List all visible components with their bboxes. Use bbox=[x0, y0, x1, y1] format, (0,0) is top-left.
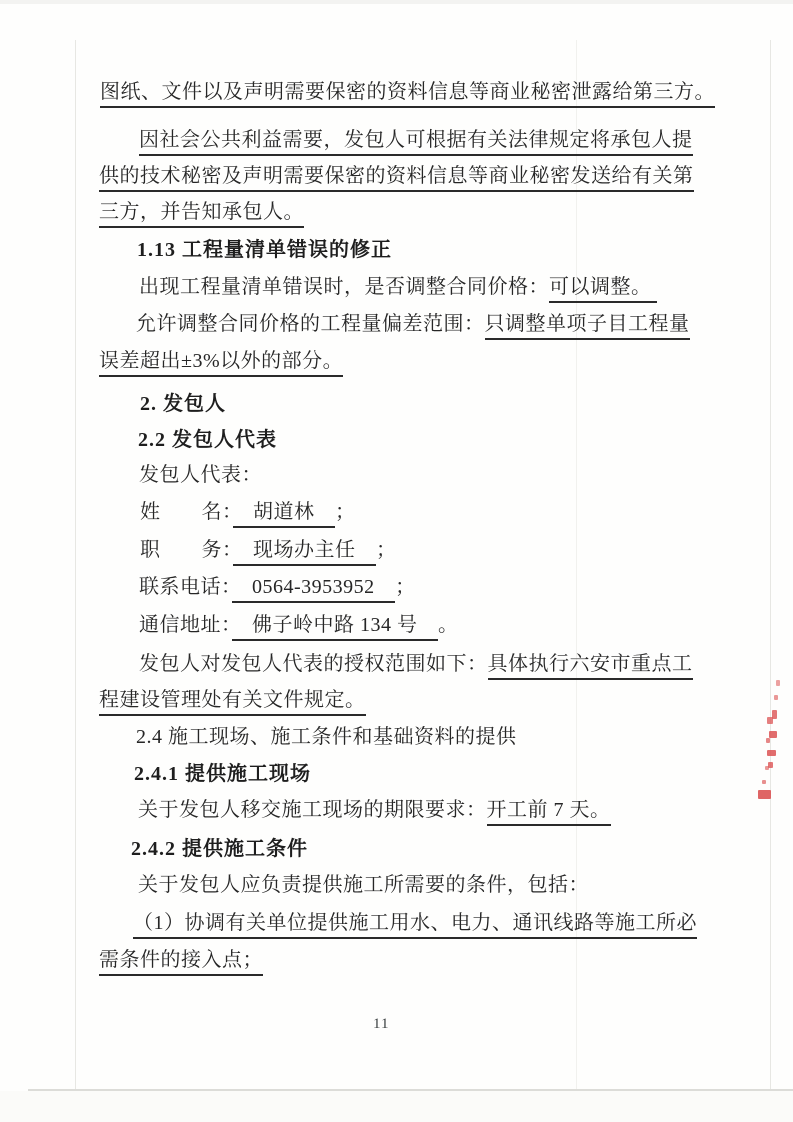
text-segment: 允许调整合同价格的工程量偏差范围： bbox=[136, 313, 485, 335]
filled-in-value: 只调整单项子目工程量 bbox=[485, 313, 690, 340]
text-line bbox=[139, 462, 262, 489]
text-line bbox=[136, 724, 517, 751]
text-segment: 。 bbox=[438, 614, 459, 636]
text-line bbox=[140, 537, 397, 564]
text-segment: 2. 发包人 bbox=[140, 393, 226, 415]
section-heading bbox=[138, 427, 277, 454]
filled-in-value: 开工前 7 天。 bbox=[487, 799, 611, 826]
filled-in-value: 三方，并告知承包人。 bbox=[99, 201, 304, 228]
red-stamp-fragment bbox=[774, 695, 778, 700]
text-line bbox=[100, 79, 715, 106]
red-stamp-fragment bbox=[776, 680, 780, 686]
text-line bbox=[139, 127, 693, 154]
scan-line-right bbox=[770, 40, 771, 1091]
scan-edge-top bbox=[0, 0, 793, 4]
red-stamp-fragment bbox=[765, 766, 769, 770]
text-line bbox=[99, 348, 343, 375]
text-line bbox=[138, 872, 589, 899]
text-line bbox=[99, 163, 694, 190]
text-segment: 发包人对发包人代表的授权范围如下： bbox=[139, 653, 488, 675]
filled-in-value: 胡道林 bbox=[233, 501, 336, 528]
text-segment: 关于发包人应负责提供施工所需要的条件，包括： bbox=[138, 874, 589, 896]
scan-line-left bbox=[75, 40, 76, 1091]
red-stamp-fragment bbox=[762, 780, 766, 784]
section-heading bbox=[131, 836, 308, 863]
red-stamp-fragment bbox=[758, 790, 771, 799]
scan-shadow-bottom bbox=[0, 1091, 793, 1122]
text-segment: 2.4.2 提供施工条件 bbox=[131, 838, 308, 860]
text-line bbox=[99, 947, 263, 974]
filled-in-value: 供的技术秘密及声明需要保密的资料信息等商业秘密发送给有关第 bbox=[99, 165, 694, 192]
text-segment: 职 务： bbox=[140, 539, 233, 561]
red-stamp-fragment bbox=[766, 738, 770, 743]
text-segment: ； bbox=[395, 576, 416, 598]
text-segment: 2.2 发包人代表 bbox=[138, 429, 277, 451]
text-segment: 1.13 工程量清单错误的修正 bbox=[137, 239, 392, 261]
filled-in-value: 0564-3953952 bbox=[232, 576, 396, 603]
red-stamp-fragment bbox=[767, 750, 776, 756]
text-segment: 出现工程量清单错误时，是否调整合同价格： bbox=[139, 276, 549, 298]
text-segment: 2.4 施工现场、施工条件和基础资料的提供 bbox=[136, 726, 517, 748]
text-segment: 2.4.1 提供施工现场 bbox=[134, 763, 311, 785]
text-segment: 通信地址： bbox=[139, 614, 232, 636]
filled-in-value: 具体执行六安市重点工 bbox=[488, 653, 693, 680]
text-segment: ； bbox=[335, 501, 356, 523]
filled-in-value: 可以调整。 bbox=[549, 276, 657, 303]
text-segment: 关于发包人移交施工现场的期限要求： bbox=[138, 799, 487, 821]
text-line bbox=[133, 910, 697, 937]
text-line bbox=[138, 797, 611, 824]
page-number: 11 bbox=[373, 1016, 390, 1032]
text-line bbox=[139, 651, 693, 678]
red-stamp-fragment bbox=[769, 731, 777, 738]
filled-in-value: （1）协调有关单位提供施工用水、电力、通讯线路等施工所必 bbox=[133, 912, 697, 939]
text-segment: 发包人代表： bbox=[139, 464, 262, 486]
filled-in-value: 因社会公共利益需要，发包人可根据有关法律规定将承包人提 bbox=[139, 129, 693, 156]
text-line bbox=[136, 311, 690, 338]
text-line bbox=[139, 274, 657, 301]
filled-in-value: 佛子岭中路 134 号 bbox=[232, 614, 439, 641]
section-heading bbox=[137, 237, 392, 264]
filled-in-value: 程建设管理处有关文件规定。 bbox=[99, 689, 366, 716]
section-heading bbox=[134, 761, 311, 788]
text-line bbox=[99, 199, 304, 226]
section-heading bbox=[140, 391, 226, 418]
text-line bbox=[139, 574, 416, 601]
filled-in-value: 图纸、文件以及声明需要保密的资料信息等商业秘密泄露给第三方。 bbox=[100, 81, 715, 108]
text-segment: ； bbox=[376, 539, 397, 561]
red-stamp-fragment bbox=[767, 717, 773, 724]
text-line bbox=[139, 612, 459, 639]
filled-in-value: 误差超出±3%以外的部分。 bbox=[99, 350, 343, 377]
filled-in-value: 现场办主任 bbox=[233, 539, 377, 566]
text-segment: 联系电话： bbox=[139, 576, 232, 598]
text-line bbox=[99, 687, 366, 714]
filled-in-value: 需条件的接入点； bbox=[99, 949, 263, 976]
text-segment: 姓 名： bbox=[140, 501, 233, 523]
text-line bbox=[140, 499, 356, 526]
